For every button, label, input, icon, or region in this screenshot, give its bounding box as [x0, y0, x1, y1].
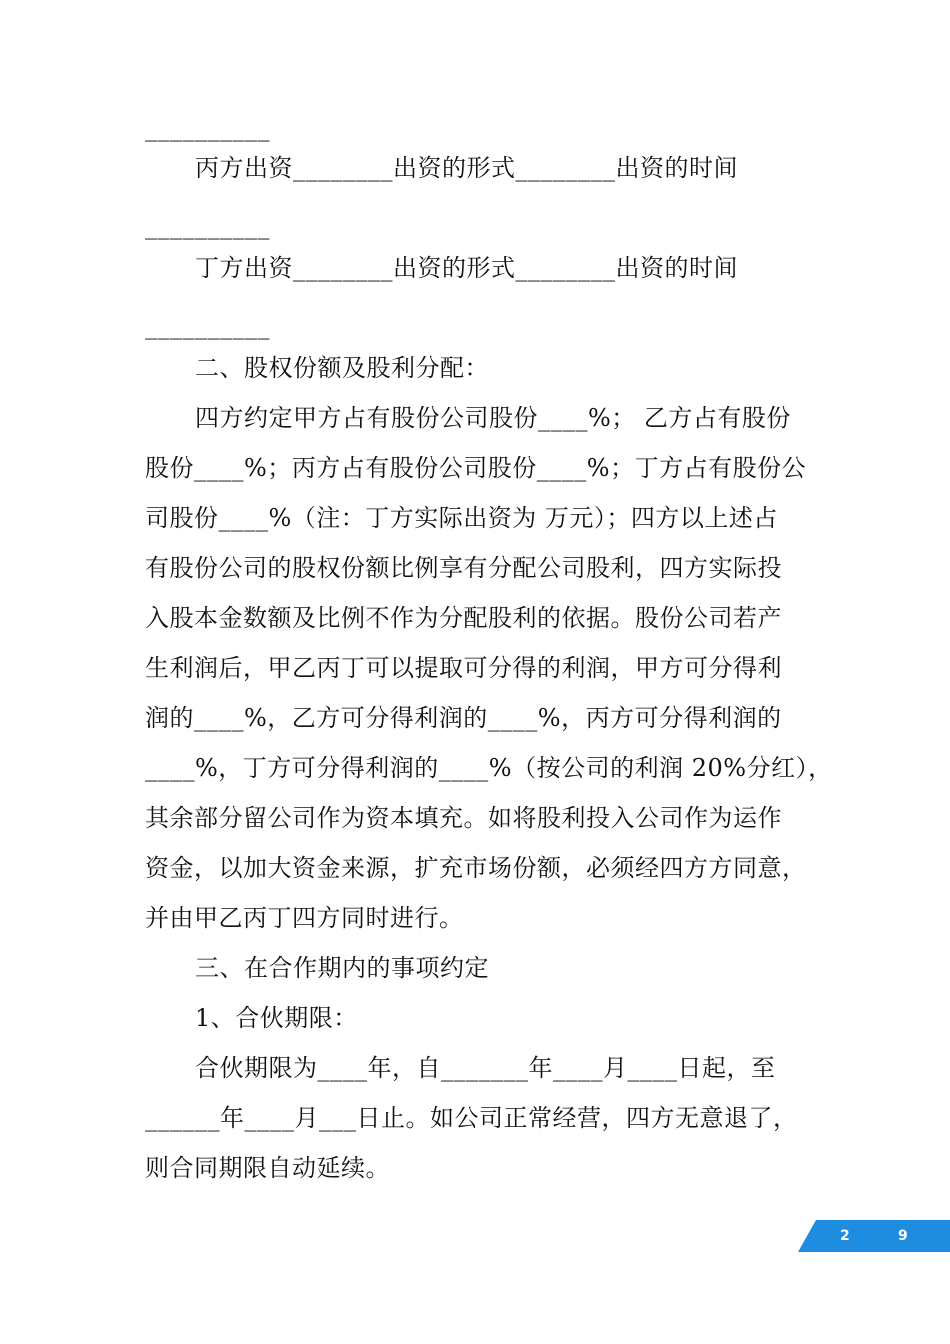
paragraph-line: ____%，丁方可分得利润的____%（按公司的利润 20%分红），: [145, 754, 833, 782]
paragraph-line: 其余部分留公司作为资本填充。如将股利投入公司作为运作: [145, 804, 782, 832]
paragraph-line: 股份____%；丙方占有股份公司股份____%；丁方占有股份公: [145, 454, 807, 482]
page-number-badge: [798, 1220, 950, 1252]
paragraph-line: 生利润后，甲乙丙丁可以提取可分得的利润，甲方可分得利: [145, 654, 782, 682]
paragraph-line: 合伙期限为____年，自_______年____月____日起，至: [195, 1054, 776, 1082]
page-current: 2: [840, 1228, 850, 1244]
subsection-heading-1: 1、合伙期限：: [195, 1004, 358, 1032]
paragraph-line: 润的____%，乙方可分得利润的____%，丙方可分得利润的: [145, 704, 782, 732]
paragraph-line: 司股份____%（注：丁方实际出资为 万元）；四方以上述占: [145, 504, 778, 532]
paragraph-line: 四方约定甲方占有股份公司股份____%； 乙方占有股份: [195, 404, 791, 432]
section-heading-2: 二、股权份额及股利分配：: [195, 354, 489, 382]
page-total: 9: [898, 1228, 908, 1244]
paragraph-line: ______年____月___日止。如公司正常经营，四方无意退了，: [145, 1104, 798, 1132]
party-d-contribution: 丁方出资________出资的形式________出资的时间: [195, 254, 738, 282]
paragraph-line: 有股份公司的股权份额比例享有分配公司股利，四方实际投: [145, 554, 782, 582]
blank-line-1: __________: [145, 114, 270, 142]
paragraph-line: 并由甲乙丙丁四方同时进行。: [145, 904, 464, 932]
blank-line-2: __________: [145, 212, 270, 240]
section-heading-3: 三、在合作期内的事项约定: [195, 954, 489, 982]
paragraph-line: 资金，以加大资金来源，扩充市场份额，必须经四方方同意，: [145, 854, 807, 882]
paragraph-line: 则合同期限自动延续。: [145, 1154, 390, 1182]
paragraph-line: 入股本金数额及比例不作为分配股利的依据。股份公司若产: [145, 604, 782, 632]
party-c-contribution: 丙方出资________出资的形式________出资的时间: [195, 154, 738, 182]
blank-line-3: __________: [145, 312, 270, 340]
